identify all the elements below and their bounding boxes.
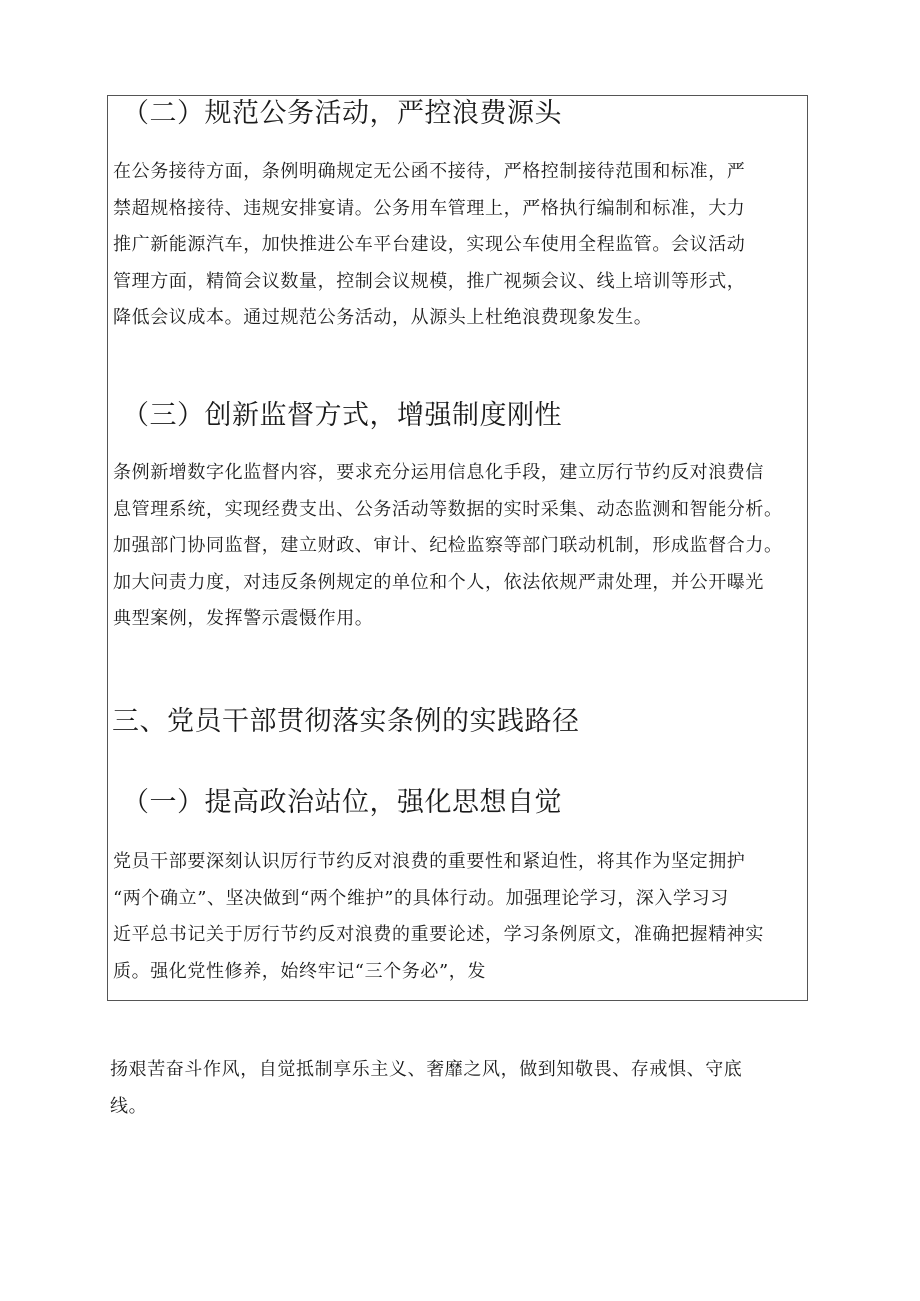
paragraph-line: 管理方面，精简会议数量，控制会议规模，推广视频会议、线上培训等形式， <box>113 270 746 292</box>
continuation-paragraph <box>110 1052 742 1125</box>
paragraph-line: 典型案例，发挥警示震慑作用。 <box>113 608 374 629</box>
section-paragraph-3 <box>113 455 783 638</box>
paragraph-line: 条例新增数字化监督内容，要求充分运用信息化手段，建立厉行节约反对浪费信 <box>113 462 764 483</box>
section-paragraph-2 <box>113 154 745 337</box>
paragraph-line: 息管理系统，实现经费支出、公务活动等数据的实时采集、动态监测和智能分析。 <box>113 498 783 520</box>
section-heading-2: （二）规范公务活动，严控浪费源头 <box>122 98 562 129</box>
chapter-heading: 三、党员干部贯彻落实条例的实践路径 <box>112 706 580 737</box>
paragraph-line: 近平总书记关于厉行节约反对浪费的重要论述，学习条例原文，准确把握精神实 <box>113 924 764 945</box>
paragraph-line: 禁超规格接待、违规安排宴请。公务用车管理上，严格执行编制和标准，大力 <box>113 197 746 219</box>
paragraph-line: 在公务接待方面，条例明确规定无公函不接待，严格控制接待范围和标准，严 <box>113 161 746 182</box>
paragraph-line: 质。强化党性修养，始终牢记“三个务必”，发 <box>113 960 487 982</box>
paragraph-line: 加强部门协同监督，建立财政、审计、纪检监察等部门联动机制，形成监督合力。 <box>113 535 783 556</box>
paragraph-line: 推广新能源汽车，加快推进公车平台建设，实现公车使用全程监管。会议活动 <box>113 234 746 255</box>
sub-heading: （一）提高政治站位，强化思想自觉 <box>122 787 562 818</box>
sub-paragraph <box>113 844 764 990</box>
paragraph-line: 党员干部要深刻认识厉行节约反对浪费的重要性和紧迫性，将其作为坚定拥护 <box>113 851 746 872</box>
section-heading-3: （三）创新监督方式，增强制度刚性 <box>122 400 562 431</box>
paragraph-line: 加大问责力度，对违反条例规定的单位和个人，依法依规严肃处理，并公开曝光 <box>113 571 764 593</box>
paragraph-line: 扬艰苦奋斗作风，自觉抵制享乐主义、奢靡之风，做到知敬畏、存戒惧、守底 <box>110 1059 743 1080</box>
paragraph-line: “两个确立”、坚决做到“两个维护”的具体行动。加强理论学习，深入学习习 <box>113 887 729 909</box>
paragraph-line: 线。 <box>110 1095 148 1117</box>
paragraph-line: 降低会议成本。通过规范公务活动，从源头上杜绝浪费现象发生。 <box>113 307 653 328</box>
